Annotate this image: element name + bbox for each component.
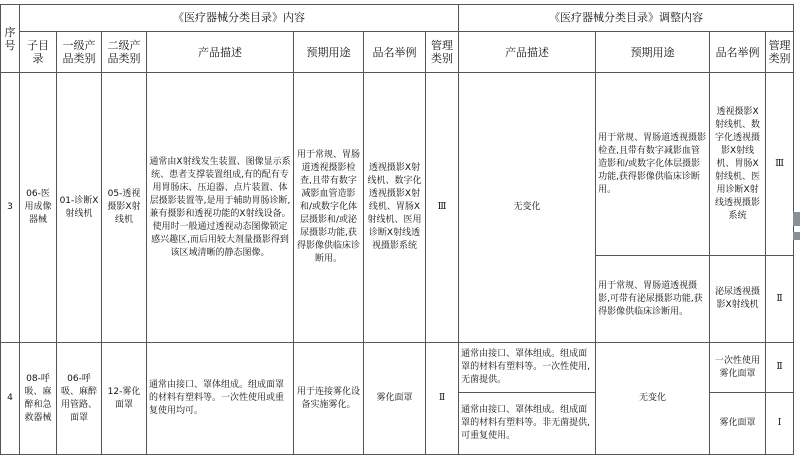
row3-subcat: 06-医用成像器械 bbox=[20, 73, 57, 343]
side-scroll-tab[interactable] bbox=[793, 212, 800, 226]
row3-level2: 05-透视摄影X射线机 bbox=[102, 73, 147, 343]
row4-adj-mgmt-2: Ⅰ bbox=[766, 392, 794, 454]
row4-adj-use: 无变化 bbox=[596, 343, 710, 455]
row3-adj-use-2: 用于常规、胃肠道透视摄影,可带有泌尿摄影功能,获得影像供临床诊断用。 bbox=[596, 256, 710, 343]
row4-mgmt: Ⅱ bbox=[426, 343, 459, 455]
row3-mgmt: Ⅲ bbox=[426, 73, 459, 343]
row3-adj-desc: 无变化 bbox=[459, 73, 596, 343]
row4-adj-desc-1: 通常由接口、罩体组成。组成面罩的材料有塑料等。一次性使用,无菌提供。 bbox=[459, 343, 596, 393]
row4-adj-desc-2: 通常由接口、罩体组成。组成面罩的材料有塑料等。非无菌提供,可重复使用。 bbox=[459, 392, 596, 454]
header-subcat: 子目录 bbox=[20, 31, 57, 72]
row4-use: 用于连接雾化设备实施雾化。 bbox=[294, 343, 364, 455]
row3-adj-use-1: 用于常规、胃肠道透视摄影检查,且带有数字减影血管造影和/或数字化体层摄影功能,获得影像供临床诊断用。 bbox=[596, 73, 710, 256]
row4-adj-examples-2: 雾化面罩 bbox=[710, 392, 766, 454]
header-adj-desc: 产品描述 bbox=[459, 31, 596, 72]
table-row bbox=[1, 73, 794, 256]
classification-table bbox=[0, 4, 794, 455]
row3-adj-examples-2: 泌尿透视摄影X射线机 bbox=[710, 256, 766, 343]
header-original-title: 《医疗器械分类目录》内容 bbox=[20, 5, 459, 32]
row4-adj-examples-1: 一次性使用雾化面罩 bbox=[710, 343, 766, 393]
table-row bbox=[1, 343, 794, 393]
row4-level1: 06-呼吸、麻醉用管路、面罩 bbox=[57, 343, 102, 455]
header-adj-examples: 品名举例 bbox=[710, 31, 766, 72]
header-level2: 二级产品类别 bbox=[102, 31, 147, 72]
row4-seq: 4 bbox=[1, 343, 20, 455]
side-scroll-tab-lower[interactable] bbox=[793, 232, 800, 240]
row3-seq: 3 bbox=[1, 73, 20, 343]
row3-level1: 01-诊断X射线机 bbox=[57, 73, 102, 343]
row3-adj-mgmt-1: Ⅲ bbox=[766, 73, 794, 256]
row4-examples: 雾化面罩 bbox=[364, 343, 426, 455]
row3-adj-mgmt-2: Ⅱ bbox=[766, 256, 794, 343]
header-adj-mgmt: 管理类别 bbox=[766, 31, 794, 72]
header-examples: 品名举例 bbox=[364, 31, 426, 72]
header-desc: 产品描述 bbox=[147, 31, 294, 72]
header-mgmt: 管理类别 bbox=[426, 31, 459, 72]
row3-adj-examples-1: 透视摄影X射线机、数字化透视摄影X射线机、胃肠X射线机、医用诊断X射线透视摄影系统 bbox=[710, 73, 766, 256]
header-adjusted-title: 《医疗器械分类目录》调整内容 bbox=[459, 5, 794, 32]
row4-subcat: 08-呼吸、麻醉和急救器械 bbox=[20, 343, 57, 455]
row4-desc: 通常由接口、罩体组成。组成面罩的材料有塑料等。一次性使用或重复使用均可。 bbox=[147, 343, 294, 455]
header-level1: 一级产品类别 bbox=[57, 31, 102, 72]
row3-use: 用于常规、胃肠道透视摄影检查,且带有数字减影血管造影和/或数字化体层摄影和/或泌尿摄影功能,获得影像供临床诊断用。 bbox=[294, 73, 364, 343]
row4-adj-mgmt-1: Ⅱ bbox=[766, 343, 794, 393]
row3-desc: 通常由X射线发生装置、图像显示系统、患者支撑装置组成,有的配有专用胃肠床、压迫器、点片装置、体层摄影装置等,是用于辅助胃肠诊断,兼有摄影和透视功能的X射线设备。使用时一般通过透视动态图像锁定感兴趣区,而后用较大剂量摄影得到该区域清晰的静态图像。 bbox=[147, 73, 294, 343]
header-adj-use: 预期用途 bbox=[596, 31, 710, 72]
header-seq: 序号 bbox=[1, 5, 20, 73]
header-use: 预期用途 bbox=[294, 31, 364, 72]
row4-level2: 12-雾化面罩 bbox=[102, 343, 147, 455]
row3-examples: 透视摄影X射线机、数字化透视摄影X射线机、胃肠X射线机、医用诊断X射线透视摄影系统 bbox=[364, 73, 426, 343]
